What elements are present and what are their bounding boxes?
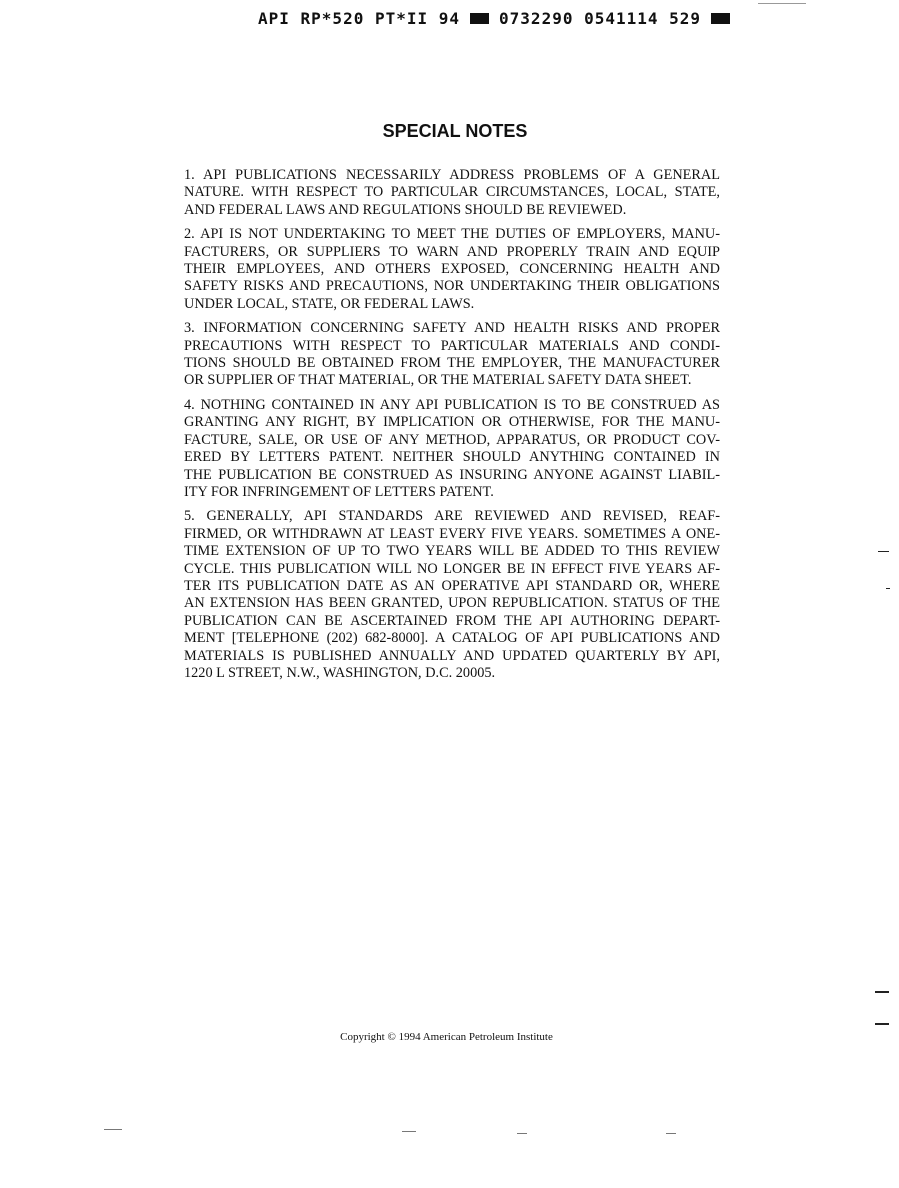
- special-note: [184, 226, 720, 313]
- note-line: ERED BY LETTERS PATENT. NEITHER SHOULD ANYTHING CONTAINED IN: [184, 449, 720, 466]
- note-line: SAFETY RISKS AND PRECAUTIONS, NOR UNDERTAKING THEIR OBLIGATIONS: [184, 278, 720, 295]
- scan-mark: [666, 1133, 676, 1134]
- note-line: AND FEDERAL LAWS AND REGULATIONS SHOULD BE REVIEWED.: [184, 201, 627, 218]
- note-line: GRANTING ANY RIGHT, BY IMPLICATION OR OTHERWISE, FOR THE MANU-: [184, 414, 720, 431]
- special-note: [184, 320, 720, 390]
- special-note: [184, 508, 720, 682]
- note-line: THEIR EMPLOYEES, AND OTHERS EXPOSED, CONCERNING HEALTH AND: [184, 261, 720, 278]
- note-line: TIME EXTENSION OF UP TO TWO YEARS WILL BE ADDED TO THIS REVIEW: [184, 543, 720, 560]
- header-code-numbers: 0732290 0541114 529: [499, 8, 702, 28]
- note-line: 5. GENERALLY, API STANDARDS ARE REVIEWED AND REVISED, REAF-: [184, 508, 720, 525]
- note-line: PRECAUTIONS WITH RESPECT TO PARTICULAR MATERIALS AND CONDI-: [184, 337, 720, 354]
- special-notes-list: [184, 167, 720, 689]
- scan-mark: [875, 1023, 889, 1025]
- note-line: FACTURERS, OR SUPPLIERS TO WARN AND PROPERLY TRAIN AND EQUIP: [184, 243, 720, 260]
- note-line: NATURE. WITH RESPECT TO PARTICULAR CIRCUMSTANCES, LOCAL, STATE,: [184, 184, 720, 201]
- note-line: TIONS SHOULD BE OBTAINED FROM THE EMPLOYER, THE MANUFACTURER: [184, 355, 720, 372]
- note-line: FACTURE, SALE, OR USE OF ANY METHOD, APPARATUS, OR PRODUCT COV-: [184, 431, 720, 448]
- page-title: SPECIAL NOTES: [382, 121, 528, 141]
- note-line: MATERIALS IS PUBLISHED ANNUALLY AND UPDATED QUARTERLY BY API,: [184, 647, 720, 664]
- document-header-code: [258, 7, 748, 29]
- special-note: [184, 167, 720, 219]
- note-line: FIRMED, OR WITHDRAWN AT LEAST EVERY FIVE YEARS. SOMETIMES A ONE-: [184, 525, 720, 542]
- scan-mark: [875, 991, 889, 993]
- note-line: 1. API PUBLICATIONS NECESSARILY ADDRESS PROBLEMS OF A GENERAL: [184, 167, 720, 183]
- note-line: TER ITS PUBLICATION DATE AS AN OPERATIVE API STANDARD OR, WHERE: [184, 577, 720, 594]
- note-line: THE PUBLICATION BE CONSTRUED AS INSURING ANYONE AGAINST LIABIL-: [184, 466, 720, 483]
- scan-mark: [886, 588, 890, 589]
- note-line: 1220 L STREET, N.W., WASHINGTON, D.C. 20005.: [184, 664, 496, 681]
- header-block-mark: [470, 13, 489, 24]
- note-line: UNDER LOCAL, STATE, OR FEDERAL LAWS.: [184, 295, 475, 312]
- copyright-notice: Copyright © 1994 American Petroleum Institute: [340, 1031, 553, 1043]
- header-block-mark: [711, 13, 730, 24]
- scan-mark: [517, 1133, 527, 1134]
- scan-mark: [402, 1131, 416, 1132]
- note-line: MENT [TELEPHONE (202) 682-8000]. A CATALOG OF API PUBLICATIONS AND: [184, 630, 720, 647]
- note-line: 4. NOTHING CONTAINED IN ANY API PUBLICATION IS TO BE CONSTRUED AS: [184, 396, 720, 413]
- note-line: 3. INFORMATION CONCERNING SAFETY AND HEALTH RISKS AND PROPER: [184, 320, 720, 337]
- header-code-text: API RP*520 PT*II 94: [258, 8, 461, 28]
- note-line: 2. API IS NOT UNDERTAKING TO MEET THE DUTIES OF EMPLOYERS, MANU-: [184, 226, 720, 243]
- scan-mark: [878, 551, 889, 552]
- scan-mark: [104, 1129, 122, 1130]
- note-line: AN EXTENSION HAS BEEN GRANTED, UPON REPUBLICATION. STATUS OF THE: [184, 595, 720, 612]
- note-line: CYCLE. THIS PUBLICATION WILL NO LONGER BE IN EFFECT FIVE YEARS AF-: [184, 560, 720, 577]
- note-line: OR SUPPLIER OF THAT MATERIAL, OR THE MATERIAL SAFETY DATA SHEET.: [184, 372, 692, 389]
- note-line: ITY FOR INFRINGEMENT OF LETTERS PATENT.: [184, 483, 494, 500]
- special-note: [184, 397, 720, 501]
- note-line: PUBLICATION CAN BE ASCERTAINED FROM THE API AUTHORING DEPART-: [184, 612, 720, 629]
- scan-mark: [758, 3, 806, 4]
